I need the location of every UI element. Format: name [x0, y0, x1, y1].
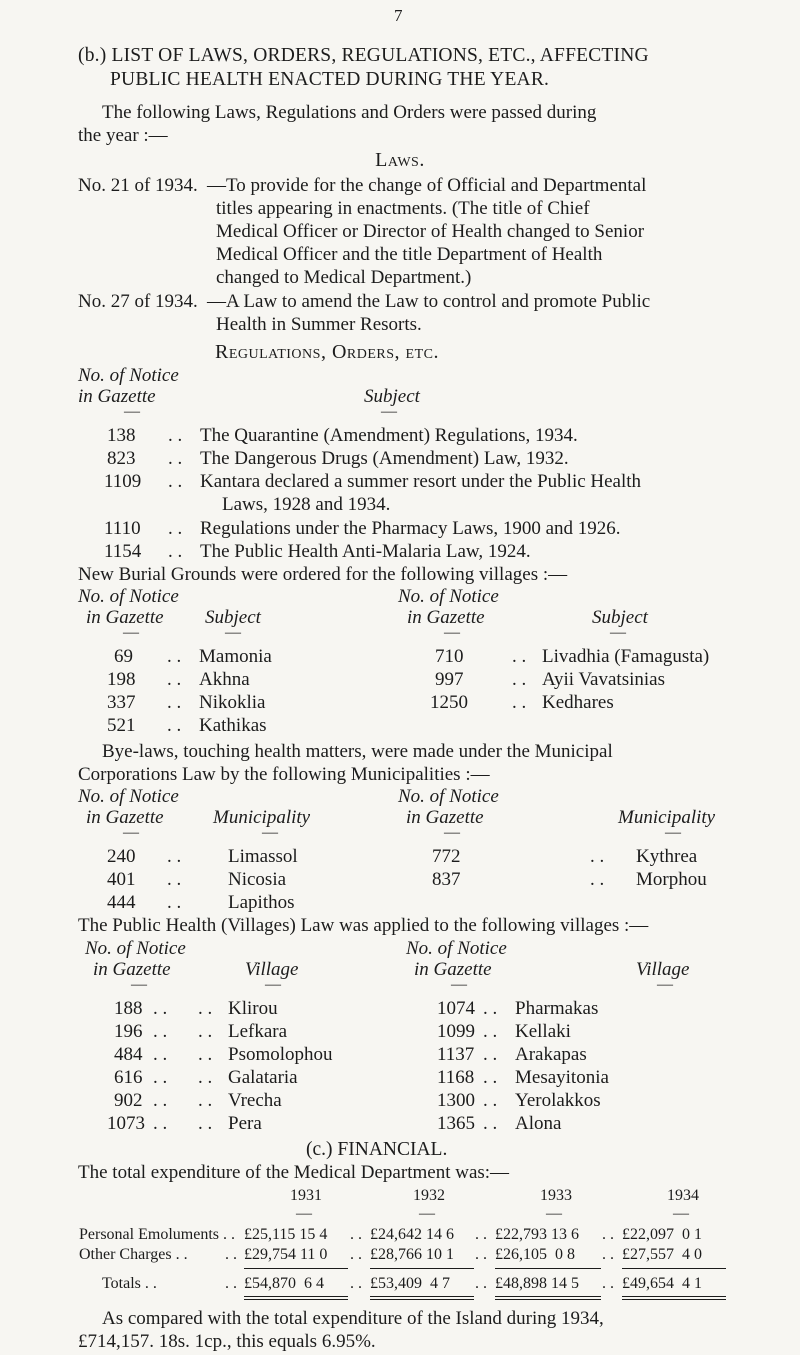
village-left-1-name: Klirou	[228, 998, 278, 1019]
rule-1931	[244, 1268, 348, 1269]
reg-3-dots: . .	[168, 471, 183, 492]
compare-line1: As compared with the total expenditure of the Island during 1934,	[102, 1308, 604, 1329]
burial-left-1-name: Mamonia	[199, 646, 272, 667]
burial-left-1-no: 69	[114, 646, 133, 667]
village-left-2-name: Lefkara	[228, 1021, 288, 1042]
village-left-6-dots: . .	[153, 1113, 168, 1134]
village-left-1-dots: . .	[153, 998, 168, 1019]
burial-left-subject-header: Subject	[205, 607, 261, 628]
villages-dash-1: —	[131, 976, 147, 993]
row-totals-lead: . .	[225, 1275, 237, 1292]
village-left-3-name: Psomolophou	[228, 1044, 333, 1065]
reg-2-dots: . .	[168, 448, 183, 469]
burial-right-3-name: Kedhares	[542, 692, 614, 713]
burial-left-3-dots: . .	[167, 692, 182, 713]
row-totals-1934: £49,654 4 1	[622, 1275, 702, 1292]
villages-dash-4: —	[657, 976, 673, 993]
section-b-heading-line2: PUBLIC HEALTH ENACTED DURING THE YEAR.	[110, 69, 550, 90]
village-left-2-dots2: . .	[198, 1021, 213, 1042]
row-other-sep1: . .	[350, 1246, 362, 1263]
row-totals-1932: £53,409 4 7	[370, 1275, 450, 1292]
byelaws-left-2-dots: . .	[167, 869, 182, 890]
byelaws-right-no-header1: No. of Notice	[398, 786, 499, 807]
year-dash-3: —	[546, 1205, 562, 1222]
burial-left-4-no: 521	[107, 715, 136, 736]
reg-3-no: 1109	[104, 471, 142, 492]
regs-title: Regulations, Orders, etc.	[215, 341, 439, 363]
row-other-label: Other Charges . .	[79, 1246, 188, 1263]
double-rule-1932-a	[370, 1296, 474, 1297]
reg-5-no: 1154	[104, 541, 142, 562]
burial-left-4-dots: . .	[167, 715, 182, 736]
row-other-lead: . .	[225, 1246, 237, 1263]
villages-left-no-header1: No. of Notice	[85, 938, 186, 959]
section-c-heading: (c.) FINANCIAL.	[306, 1139, 448, 1160]
villages-left-village-header: Village	[245, 959, 299, 980]
burial-left-2-name: Akhna	[199, 669, 250, 690]
village-right-5-no: 1300	[437, 1090, 475, 1111]
intro-line1: The following Laws, Regulations and Orders were passed during	[102, 102, 597, 123]
village-left-3-dots2: . .	[198, 1044, 213, 1065]
double-rule-1931-b	[244, 1299, 348, 1300]
village-right-1-dots: . .	[483, 998, 498, 1019]
burial-dash-1: —	[123, 624, 139, 641]
byelaws-left-2-no: 401	[107, 869, 136, 890]
village-right-5-name: Yerolakkos	[515, 1090, 601, 1111]
village-left-5-name: Vrecha	[228, 1090, 282, 1111]
row-totals-sep2: . .	[475, 1275, 487, 1292]
village-right-6-name: Alona	[515, 1113, 562, 1134]
village-right-6-dots: . .	[483, 1113, 498, 1134]
row-other-1932: £28,766 10 1	[370, 1246, 454, 1263]
year-1933: 1933	[540, 1187, 572, 1204]
village-left-1-dots2: . .	[198, 998, 213, 1019]
reg-4-no: 1110	[104, 518, 141, 539]
burial-right-no-header2: in Gazette	[407, 607, 485, 628]
reg-3-subject-line2: Laws, 1928 and 1934.	[222, 494, 391, 515]
row-personal-sep1: . .	[350, 1226, 362, 1243]
byelaws-right-muni-header: Municipality	[618, 807, 716, 828]
burial-left-2-no: 198	[107, 669, 136, 690]
burial-left-1-dots: . .	[167, 646, 182, 667]
byelaws-dash-3: —	[444, 824, 460, 841]
row-other-1934: £27,557 4 0	[622, 1246, 702, 1263]
byelaws-right-1-no: 772	[432, 846, 461, 867]
regs-col1-dash: —	[124, 403, 140, 420]
villages-right-no-header2: in Gazette	[414, 959, 492, 980]
villages-left-no-header2: in Gazette	[93, 959, 171, 980]
row-personal-sep3: . .	[602, 1226, 614, 1243]
laws-title: Laws.	[375, 149, 425, 171]
burial-left-3-no: 337	[107, 692, 136, 713]
burial-right-subject-header: Subject	[592, 607, 648, 628]
villages-intro: The Public Health (Villages) Law was applied to the following villages :—	[78, 915, 649, 936]
village-right-4-dots: . .	[483, 1067, 498, 1088]
byelaws-right-2-dots: . .	[590, 869, 605, 890]
reg-3-subject-line1: Kantara declared a summer resort under the Public Health	[200, 471, 642, 492]
village-left-5-dots: . .	[153, 1090, 168, 1111]
byelaws-dash-4: —	[665, 824, 681, 841]
row-other-1931: £29,754 11 0	[244, 1246, 328, 1263]
village-left-3-no: 484	[114, 1044, 143, 1065]
row-personal-1933: £22,793 13 6	[495, 1226, 579, 1243]
reg-1-no: 138	[107, 425, 136, 446]
reg-4-subject: Regulations under the Pharmacy Laws, 1900 and 1926.	[200, 518, 621, 539]
village-right-3-no: 1137	[437, 1044, 475, 1065]
village-right-1-name: Pharmakas	[515, 998, 599, 1019]
burial-left-4-name: Kathikas	[199, 715, 267, 736]
byelaws-left-3-dots: . .	[167, 892, 182, 913]
burial-right-2-name: Ayii Vavatsinias	[542, 669, 665, 690]
village-left-4-dots: . .	[153, 1067, 168, 1088]
byelaws-left-muni-header: Municipality	[213, 807, 311, 828]
byelaws-left-3-name: Lapithos	[228, 892, 295, 913]
byelaws-line1: Bye-laws, touching health matters, were made under the Municipal	[102, 741, 613, 762]
village-left-4-name: Galataria	[228, 1067, 298, 1088]
double-rule-1931-a	[244, 1296, 348, 1297]
double-rule-1932-b	[370, 1299, 474, 1300]
reg-5-dots: . .	[168, 541, 183, 562]
village-left-3-dots: . .	[153, 1044, 168, 1065]
village-left-4-dots2: . .	[198, 1067, 213, 1088]
burial-left-3-name: Nikoklia	[199, 692, 266, 713]
double-rule-1934-b	[622, 1299, 726, 1300]
villages-right-village-header: Village	[636, 959, 690, 980]
year-1934: 1934	[667, 1187, 699, 1204]
burial-left-2-dots: . .	[167, 669, 182, 690]
law-2-line2: Health in Summer Resorts.	[216, 314, 422, 335]
burial-intro: New Burial Grounds were ordered for the following villages :—	[78, 564, 568, 585]
row-totals-sep1: . .	[350, 1275, 362, 1292]
byelaws-left-1-dots: . .	[167, 846, 182, 867]
rule-1934	[622, 1268, 726, 1269]
villages-dash-2: —	[265, 976, 281, 993]
intro-line2: the year :—	[78, 125, 168, 146]
row-totals-label: Totals . .	[102, 1275, 157, 1292]
page-number: 7	[394, 6, 403, 25]
byelaws-right-2-no: 837	[432, 869, 461, 890]
byelaws-right-2-name: Morphou	[636, 869, 707, 890]
burial-right-1-no: 710	[435, 646, 464, 667]
year-dash-1: —	[296, 1205, 312, 1222]
byelaws-left-2-name: Nicosia	[228, 869, 287, 890]
regs-col1-line1: No. of Notice	[78, 365, 179, 386]
village-left-6-dots2: . .	[198, 1113, 213, 1134]
byelaws-dash-2: —	[262, 824, 278, 841]
law-1-line1: —To provide for the change of Official and Departmental	[207, 175, 647, 196]
row-other-sep2: . .	[475, 1246, 487, 1263]
law-1-line2: titles appearing in enactments. (The title of Chief	[216, 198, 590, 219]
year-dash-2: —	[419, 1205, 435, 1222]
law-2-number: No. 27 of 1934.	[78, 291, 198, 312]
law-1-line5: changed to Medical Department.)	[216, 267, 472, 288]
village-right-2-dots: . .	[483, 1021, 498, 1042]
village-left-2-dots: . .	[153, 1021, 168, 1042]
byelaws-right-no-header2: in Gazette	[406, 807, 484, 828]
village-right-4-name: Mesayitonia	[515, 1067, 609, 1088]
reg-4-dots: . .	[168, 518, 183, 539]
year-1932: 1932	[413, 1187, 445, 1204]
regs-col2-header: Subject	[364, 386, 420, 407]
regs-col1-line2: in Gazette	[78, 386, 156, 407]
reg-1-subject: The Quarantine (Amendment) Regulations, 1934.	[200, 425, 578, 446]
byelaws-right-1-dots: . .	[590, 846, 605, 867]
double-rule-1933-b	[495, 1299, 601, 1300]
village-left-6-no: 1073	[107, 1113, 145, 1134]
byelaws-left-1-no: 240	[107, 846, 136, 867]
law-1-line4: Medical Officer and the title Department of Health	[216, 244, 603, 265]
year-dash-4: —	[673, 1205, 689, 1222]
burial-right-1-name: Livadhia (Famagusta)	[542, 646, 710, 667]
section-b-heading-line1: (b.) LIST OF LAWS, ORDERS, REGULATIONS, ETC., AFFECTING	[78, 45, 649, 66]
double-rule-1933-a	[495, 1296, 601, 1297]
village-left-5-dots2: . .	[198, 1090, 213, 1111]
burial-dash-4: —	[610, 624, 626, 641]
villages-dash-3: —	[451, 976, 467, 993]
row-totals-1931: £54,870 6 4	[244, 1275, 324, 1292]
byelaws-left-1-name: Limassol	[228, 846, 298, 867]
village-right-3-name: Arakapas	[515, 1044, 587, 1065]
village-left-6-name: Pera	[228, 1113, 262, 1134]
byelaws-line2: Corporations Law by the following Municipalities :—	[78, 764, 490, 785]
burial-left-no-header1: No. of Notice	[78, 586, 179, 607]
village-right-3-dots: . .	[483, 1044, 498, 1065]
burial-dash-3: —	[444, 624, 460, 641]
rule-1932	[370, 1268, 474, 1269]
burial-right-1-dots: . .	[512, 646, 527, 667]
compare-line2: £714,157. 18s. 1cp., this equals 6.95%.	[78, 1331, 376, 1352]
row-personal-1931: £25,115 15 4	[244, 1226, 328, 1243]
byelaws-left-no-header2: in Gazette	[86, 807, 164, 828]
row-other-1933: £26,105 0 8	[495, 1246, 575, 1263]
law-1-number: No. 21 of 1934.	[78, 175, 198, 196]
byelaws-left-no-header1: No. of Notice	[78, 786, 179, 807]
row-other-sep3: . .	[602, 1246, 614, 1263]
village-left-4-no: 616	[114, 1067, 143, 1088]
rule-1933	[495, 1268, 601, 1269]
burial-right-2-dots: . .	[512, 669, 527, 690]
village-right-2-no: 1099	[437, 1021, 475, 1042]
village-right-6-no: 1365	[437, 1113, 475, 1134]
year-1931: 1931	[290, 1187, 322, 1204]
row-personal-label: Personal Emoluments . .	[79, 1226, 235, 1243]
byelaws-right-1-name: Kythrea	[636, 846, 698, 867]
law-1-line3: Medical Officer or Director of Health changed to Senior	[216, 221, 645, 242]
byelaws-dash-1: —	[123, 824, 139, 841]
burial-left-no-header2: in Gazette	[86, 607, 164, 628]
burial-right-no-header1: No. of Notice	[398, 586, 499, 607]
regs-col2-dash: —	[381, 403, 397, 420]
row-personal-1932: £24,642 14 6	[370, 1226, 454, 1243]
village-left-2-no: 196	[114, 1021, 143, 1042]
village-right-1-no: 1074	[437, 998, 475, 1019]
village-right-2-name: Kellaki	[515, 1021, 571, 1042]
law-2-line1: —A Law to amend the Law to control and promote Public	[207, 291, 651, 312]
reg-2-no: 823	[107, 448, 136, 469]
burial-dash-2: —	[225, 624, 241, 641]
village-left-1-no: 188	[114, 998, 143, 1019]
row-totals-sep3: . .	[602, 1275, 614, 1292]
villages-right-no-header1: No. of Notice	[406, 938, 507, 959]
village-left-5-no: 902	[114, 1090, 143, 1111]
burial-right-2-no: 997	[435, 669, 464, 690]
burial-right-3-no: 1250	[430, 692, 468, 713]
row-personal-sep2: . .	[475, 1226, 487, 1243]
village-right-4-no: 1168	[437, 1067, 475, 1088]
village-right-5-dots: . .	[483, 1090, 498, 1111]
reg-5-subject: The Public Health Anti-Malaria Law, 1924.	[200, 541, 531, 562]
burial-right-3-dots: . .	[512, 692, 527, 713]
byelaws-left-3-no: 444	[107, 892, 136, 913]
reg-1-dots: . .	[168, 425, 183, 446]
double-rule-1934-a	[622, 1296, 726, 1297]
reg-2-subject: The Dangerous Drugs (Amendment) Law, 1932.	[200, 448, 569, 469]
row-personal-1934: £22,097 0 1	[622, 1226, 702, 1243]
row-totals-1933: £48,898 14 5	[495, 1275, 579, 1292]
financial-intro: The total expenditure of the Medical Department was:—	[78, 1162, 510, 1183]
